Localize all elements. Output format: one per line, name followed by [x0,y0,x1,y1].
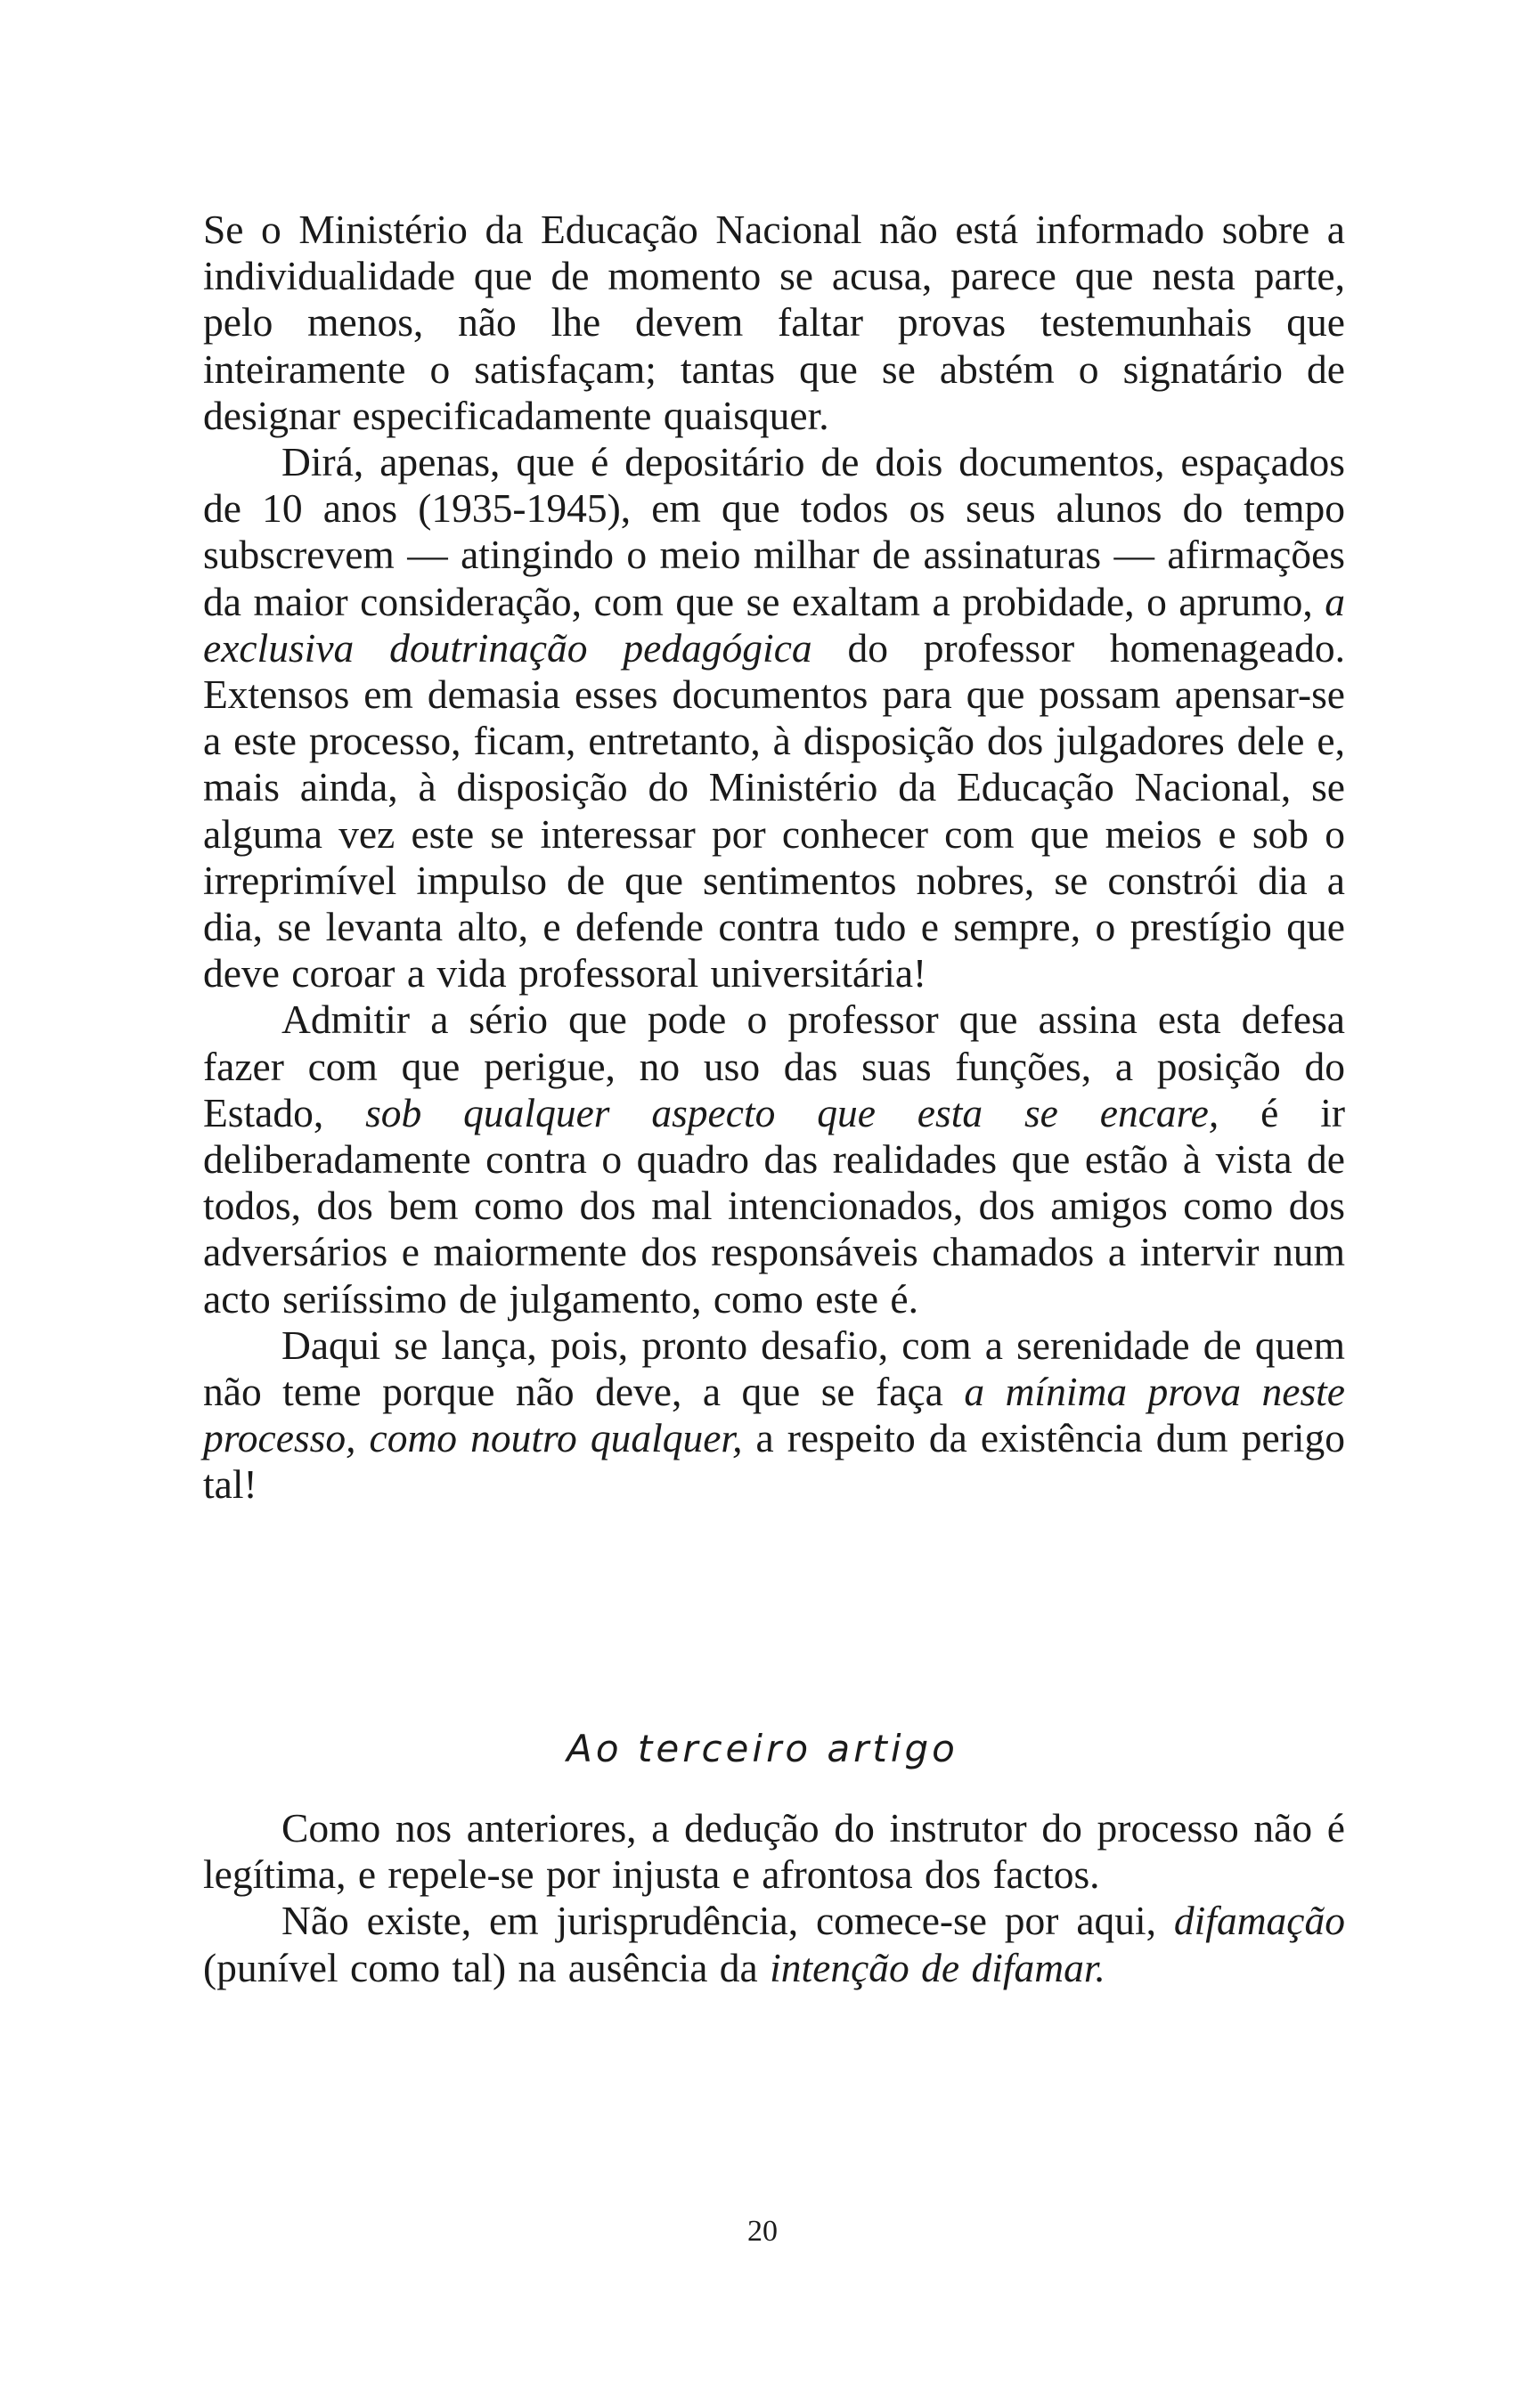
paragraph [203,1322,1345,1509]
italic-text: difamação [1173,1898,1345,1944]
body-text-section-2 [203,1805,1345,1991]
text-run: a respeito da existência dum perigo tal! [203,1415,1345,1508]
text-run: (punível como tal) na ausência da [203,1944,771,1990]
paragraph [203,997,1345,1322]
text-run: Admitir a sério que pode o professor que assina esta defesa fazer com que perigue, no uso das suas funções, a posição do Estado, [203,997,1345,1135]
text-run: do professor homenageado. Extensos em demasia esses documentos para que possam apensar-se a este processo, ficam, entretanto, à disposição dos julgadores dele e, mais ainda, à disposição do Ministério da Educação Nacional, se alguma vez este se interessar por conhecer com que meios e sob o irreprimível impulso de que sentimentos nobres, se constrói dia a dia, se levanta alto, e defende contra tudo e sempre, o prestígio que deve coroar a vida professoral universitária! [203,624,1345,997]
text-run: Se o Ministério da Educação Nacional não está informado sobre a individualidade que de momento se acusa, parece que nesta parte, pelo menos, não lhe devem faltar provas testemunhais que inteiramente o satisfaçam; tantas que se abstém o signatário de designar especificadamente quaisquer. [203,207,1345,438]
paragraph [203,439,1345,997]
paragraph [203,1805,1345,1898]
text-run: é ir deliberadamente contra o quadro das realidades que estão à vista de todos, dos bem como dos mal intencionados, dos amigos como dos adversários e maiormente dos responsáveis chamados a intervir num acto seriíssimo de julgamento, como este é. [203,1089,1345,1322]
page-number: 20 [747,2215,778,2248]
text-run: Dirá, apenas, que é depositário de dois documentos, espaçados de 10 anos (1935-1945), em que todos os seus alunos do tempo subscrevem — atingindo o meio milhar de assinaturas — afirmações da maior consideração, com que se exaltam a probidade, o aprumo, [203,439,1345,624]
italic-text: a mínima prova neste processo, como noutro qualquer, [203,1369,1345,1461]
italic-text: sob qualquer aspecto que esta se encare, [365,1089,1219,1135]
text-run: Como nos anteriores, a dedução do instrutor do processo não é legítima, e repele-se por injusta e afrontosa dos factos. [203,1805,1345,1898]
paragraph [203,207,1345,439]
body-text-section-1 [203,207,1345,1509]
italic-text: a exclusiva doutrinação pedagógica [203,578,1345,671]
paragraph [203,1898,1345,1990]
text-run: Daqui se lança, pois, pronto desafio, com a serenidade de quem não teme porque não deve, a que se faça [203,1322,1345,1415]
italic-text: intenção de difamar. [770,1944,1105,1990]
text-run: Não existe, em jurisprudência, comece-se por aqui, [281,1898,1174,1944]
section-heading: Ao terceiro artigo [567,1727,958,1770]
